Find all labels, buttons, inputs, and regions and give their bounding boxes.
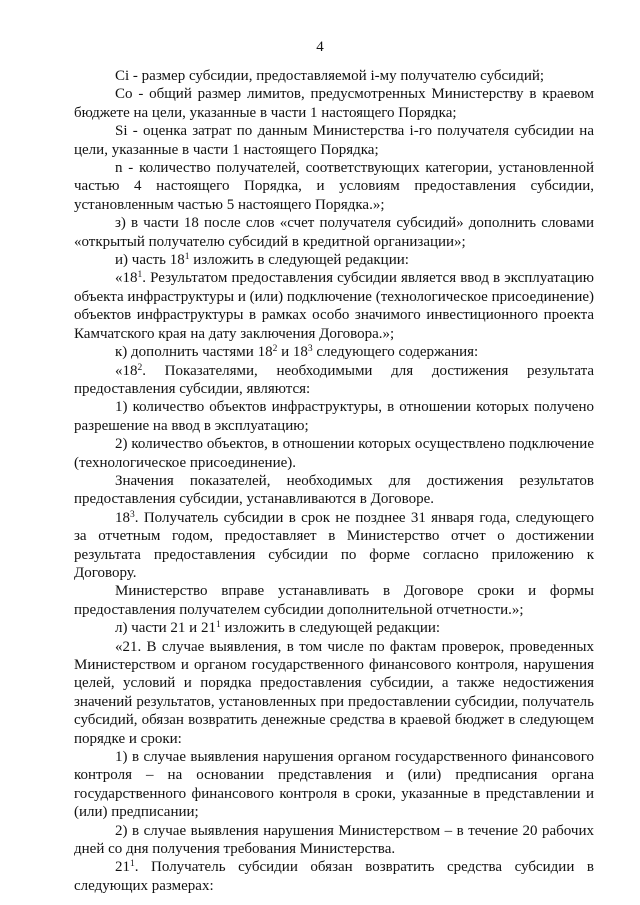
text-run: и 18 bbox=[277, 344, 308, 361]
text-run: Co - общий размер лимитов, предусмотренных Министерству в краевом бюджете на цели, указанные в части 1 настоящего Порядка; bbox=[74, 86, 594, 121]
text-run: к) дополнить частями 18 bbox=[115, 344, 273, 361]
paragraph bbox=[74, 85, 594, 122]
paragraph bbox=[74, 619, 594, 637]
paragraph bbox=[74, 362, 594, 399]
superscript: 2 bbox=[137, 362, 143, 373]
paragraph bbox=[74, 748, 594, 822]
text-run: Ci - размер субсидии, предоставляемой i-му получателю субсидий; bbox=[115, 68, 545, 84]
text-run: . Результатом предоставления субсидии является ввод в эксплуатацию объекта инфраструктуры и (или) подключение (технологическое присоединение) объектов инфраструктуры в рамках особо значимого инвестиционного проекта Камчатского края на дату заключения Договора.»; bbox=[74, 270, 594, 342]
paragraph bbox=[74, 638, 594, 748]
text-run: и) часть 18 bbox=[115, 252, 185, 269]
superscript: 1 bbox=[215, 620, 221, 631]
text-run: 2) количество объектов, в отношении которых осуществлено подключение (технологическое присоединение). bbox=[74, 436, 594, 471]
text-run: Значения показателей, необходимых для достижения результатов предоставления субсидии, устанавливаются в Договоре. bbox=[74, 472, 594, 508]
paragraph bbox=[74, 398, 594, 435]
superscript: 1 bbox=[130, 859, 135, 870]
text-run: з) в части 18 после слов «счет получателя субсидий» дополнить словами «открытый получателю субсидий в кредитной организации»; bbox=[74, 215, 594, 250]
paragraph bbox=[74, 472, 594, 509]
text-run: л) части 21 и 21 bbox=[115, 620, 216, 637]
paragraph bbox=[74, 435, 594, 472]
paragraph bbox=[74, 343, 594, 361]
text-run: 18 bbox=[115, 509, 130, 526]
text-run: . Показателями, необходимыми для достижения результата предоставления субсидии, являются: bbox=[74, 362, 594, 397]
paragraph bbox=[74, 858, 594, 895]
text-run: «18 bbox=[115, 270, 138, 287]
paragraph bbox=[74, 822, 594, 859]
document-body bbox=[74, 67, 594, 895]
text-run: 2) в случае выявления нарушения Министерством – в течение 20 рабочих дней со дня получения требования Министерства. bbox=[74, 822, 594, 858]
superscript: 3 bbox=[130, 509, 135, 520]
text-run: . Получатель субсидии обязан возвратить средства субсидии в следующих размерах: bbox=[74, 859, 594, 894]
text-run: 1) в случае выявления нарушения органом государственного финансового контроля – на основании представления и (или) предписания органа государственного финансового контроля в сроки, указанные в представлении и (или) предписании; bbox=[74, 749, 594, 821]
text-run: следующего содержания: bbox=[312, 344, 479, 361]
text-run: 21 bbox=[115, 859, 130, 876]
text-run: Министерство вправе устанавливать в Договоре сроки и формы предоставления получателем субсидии дополнительной отчетности.»; bbox=[74, 583, 594, 618]
paragraph bbox=[74, 582, 594, 619]
text-run: «21. В случае выявления, в том числе по фактам проверок, проведенных Министерством и органом государственного финансового контроля, нарушения целей, условий и порядка предоставления субсидии, а также недостижения значений результатов, установленных при предоставлении субсидии, получатель субсидий, обязан возвратить денежные средства в краевой бюджет в следующем порядке и сроки: bbox=[74, 638, 594, 747]
text-run: изложить в следующей редакции: bbox=[189, 252, 409, 269]
superscript: 1 bbox=[184, 252, 190, 263]
paragraph bbox=[74, 214, 594, 251]
paragraph bbox=[74, 269, 594, 343]
paragraph bbox=[74, 122, 594, 159]
text-run: . Получатель субсидии в срок не позднее 31 января года, следующего за отчетным годом, предоставляет в Министерство отчет о достижении результата предоставления субсидии по форме согласно приложению к Договору. bbox=[74, 509, 594, 581]
text-run: n - количество получателей, соответствующих категории, установленной частью 4 настоящего Порядка, и условиям предоставления субсидии, установленным частью 5 настоящего Порядка.»; bbox=[74, 160, 594, 213]
superscript: 2 bbox=[272, 344, 278, 355]
paragraph bbox=[74, 67, 594, 85]
paragraph bbox=[74, 251, 594, 269]
paragraph bbox=[74, 159, 594, 214]
text-run: 1) количество объектов инфраструктуры, в отношении которых получено разрешение на ввод в эксплуатацию; bbox=[74, 399, 594, 434]
superscript: 1 bbox=[137, 270, 143, 281]
paragraph bbox=[74, 509, 594, 583]
page-number: 4 bbox=[316, 39, 324, 55]
text-run: «18 bbox=[115, 362, 138, 379]
superscript: 3 bbox=[307, 344, 313, 355]
text-run: изложить в следующей редакции: bbox=[220, 620, 441, 637]
text-run: Si - оценка затрат по данным Министерства i-го получателя субсидии на цели, указанные в части 1 настоящего Порядка; bbox=[74, 123, 594, 158]
